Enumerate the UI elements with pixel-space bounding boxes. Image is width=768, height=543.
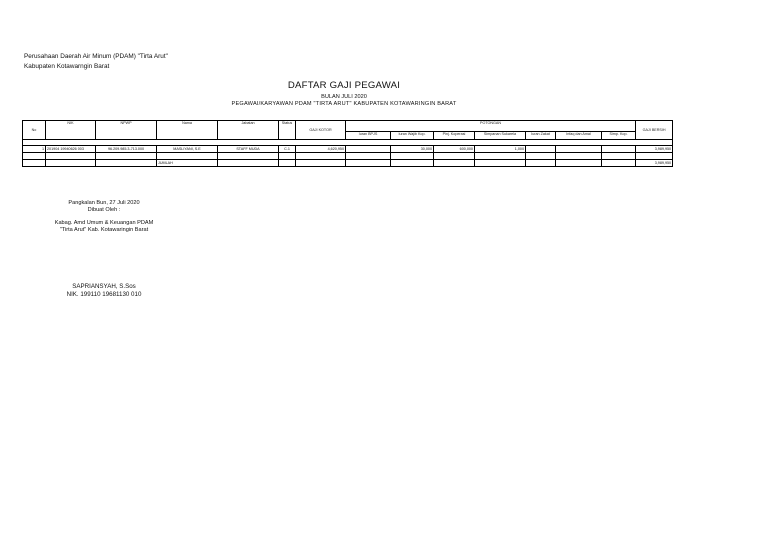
cell-npwp: 96.209.985.3-713.000 (96, 146, 157, 153)
col-header-deduction: Iuran BPJS (346, 132, 391, 140)
col-header-no: No (23, 121, 46, 140)
table-row-empty (23, 153, 673, 160)
col-header-deduction: Pinj. Koperasi (434, 132, 475, 140)
cell-deduction (526, 146, 556, 153)
signer-name: SAPRIANSYAH, S.Sos (72, 283, 136, 290)
col-header-deduction: Simpanan Sukarela (475, 132, 526, 140)
company-name: Perusahaan Daerah Air Minum (PDAM) "Tirta Arut" (24, 53, 168, 60)
cell-deduction: 30,000 (391, 146, 434, 153)
col-header-potongan: POTONGAN (346, 121, 636, 132)
col-header-status: Status (279, 121, 296, 140)
cell-deduction (556, 146, 602, 153)
document-titles (0, 80, 688, 107)
signer-position: Kabag. Amd Umum & Keuangan PDAM (54, 220, 154, 227)
col-header-deduction: Simp. Kop. (602, 132, 636, 140)
made-by-label: Dibuat Oleh : (87, 206, 121, 213)
signature-block (0, 200, 208, 233)
document-period: BULAN JULI 2020 (321, 94, 367, 100)
col-header-gaji-bersih: GAJI BERSIH (636, 121, 673, 140)
cell-deduction: 600,000 (434, 146, 475, 153)
col-header-deduction: Iuran Zakat (526, 132, 556, 140)
cell-deduction: 1,000 (475, 146, 526, 153)
col-header-nama: Nama (157, 121, 218, 140)
cell-gaji-bersih: 3,989,950 (636, 146, 673, 153)
cell-gaji-kotor: 4,620,950 (296, 146, 346, 153)
document-subtitle: PEGAWAI/KARYAWAN PDAM "TIRTA ARUT" KABUPATEN KOTAWARINGIN BARAT (231, 101, 457, 107)
col-header-deduction: Iuran Wajib Kop. (391, 132, 434, 140)
cell-status: C.1 (279, 146, 296, 153)
cell-deduction (602, 146, 636, 153)
cell-nik: 201904 19940626 003 (46, 146, 96, 153)
total-gaji-bersih: 3,989,950 (636, 160, 673, 167)
payroll-table (22, 120, 673, 167)
cell-nama: MASLIYANI, S.E (157, 146, 218, 153)
table-total-row (23, 160, 673, 167)
total-label: JUMLAH (157, 160, 218, 167)
col-header-npwp: NPWP (96, 121, 157, 140)
signer-organization: "Tirta Arut" Kab. Kotawaringin Barat (59, 226, 149, 233)
cell-jabatan: STAFF MUDA (218, 146, 279, 153)
place-date: Pangkalan Bun, 27 Juli 2020 (68, 200, 140, 206)
col-header-deduction: Infaq dan Amal (556, 132, 602, 140)
col-header-nik: NIK (46, 121, 96, 140)
col-header-jabatan: Jabatan (218, 121, 279, 140)
table-row (23, 146, 673, 153)
company-region: Kabupaten Kotawarngin Barat (24, 62, 110, 70)
cell-deduction (346, 146, 391, 153)
cell-no: 1 (23, 146, 46, 153)
col-header-gaji-kotor: GAJI KOTOR (296, 121, 346, 140)
document-title: DAFTAR GAJI PEGAWAI (287, 80, 401, 91)
signer-nik: NIK. 199110 19681130 010 (66, 291, 142, 298)
signer-identity (0, 283, 208, 299)
table-header-row (23, 121, 673, 132)
company-header (24, 52, 168, 71)
